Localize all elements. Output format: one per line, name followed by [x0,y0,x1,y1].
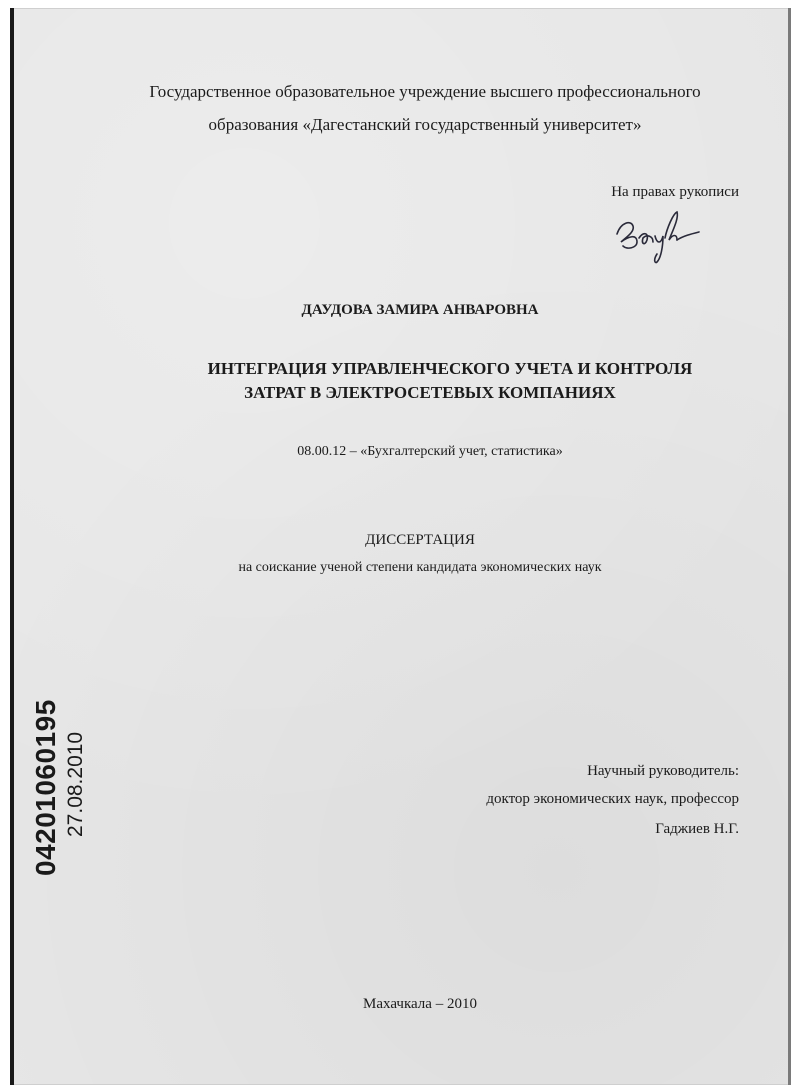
institution-line-2: образования «Дагестанский государственный университет» [208,115,642,134]
supervisor-label: Научный руководитель: [587,763,739,779]
dissertation-title-page [10,8,791,1085]
supervisor-name: Гаджиев Н.Г. [655,821,739,837]
institution-line-1: Государственное образовательное учреждение высшего профессионального [149,82,701,101]
dissertation-title-line-1: ИНТЕГРАЦИЯ УПРАВЛЕНЧЕСКОГО УЧЕТА И КОНТРОЛЯ [207,359,693,378]
library-stamp-number: 04201060195 [30,699,61,876]
supervisor-degree: доктор экономических наук, профессор [486,791,739,807]
manuscript-note: На правах рукописи [611,184,739,200]
city-year: Махачкала – 2010 [363,996,477,1012]
author-name: ДАУДОВА ЗАМИРА АНВАРОВНА [301,302,539,318]
scan-left-edge [10,8,14,1085]
document-type: ДИССЕРТАЦИЯ [365,532,475,548]
scan-right-edge [788,8,791,1085]
degree-statement: на соискание ученой степени кандидата экономических наук [238,560,602,575]
library-stamp-date: 27.08.2010 [64,731,87,837]
dissertation-title-line-2: ЗАТРАТ В ЭЛЕКТРОСЕТЕВЫХ КОМПАНИЯХ [244,383,616,402]
specialty-code: 08.00.12 – «Бухгалтерский учет, статистика» [297,444,563,459]
signature-icon [607,204,707,266]
